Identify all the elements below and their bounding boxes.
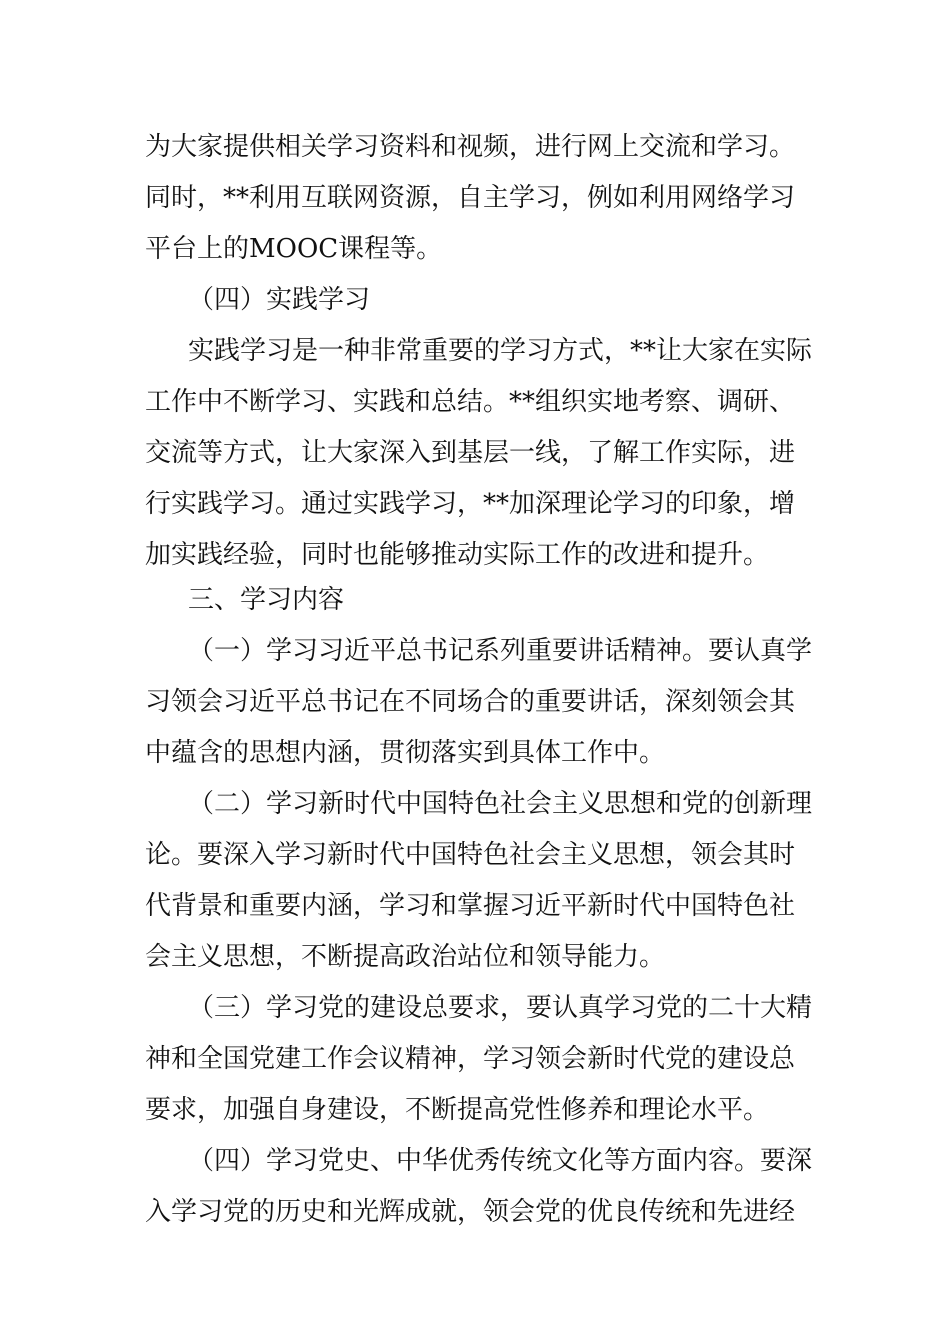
text-line: 同时，**利用互联网资源，自主学习，例如利用网络学习 <box>145 183 796 213</box>
text-line: 代背景和重要内涵，学习和掌握习近平新时代中国特色社 <box>145 891 796 921</box>
paragraph-start-line: （三）学习党的建设总要求，要认真学习党的二十大精 <box>188 993 813 1023</box>
text-line: 要求，加强自身建设，不断提高党性修养和理论水平。 <box>145 1095 770 1125</box>
text-line: 行实践学习。通过实践学习，**加深理论学习的印象，增 <box>145 489 796 519</box>
text-line: 为大家提供相关学习资料和视频，进行网上交流和学习。 <box>145 132 796 162</box>
text-line: 神和全国党建工作会议精神，学习领会新时代党的建设总 <box>145 1044 796 1074</box>
text-line: 交流等方式，让大家深入到基层一线，了解工作实际，进 <box>145 438 796 468</box>
text-line: 加实践经验，同时也能够推动实际工作的改进和提升。 <box>145 540 770 570</box>
text-line: 论。要深入学习新时代中国特色社会主义思想，领会其时 <box>145 840 796 870</box>
paragraph-start-line: 实践学习是一种非常重要的学习方式，**让大家在实际 <box>188 336 813 366</box>
paragraph-start-line: （二）学习新时代中国特色社会主义思想和党的创新理 <box>188 789 813 819</box>
text-line: 习领会习近平总书记在不同场合的重要讲话，深刻领会其 <box>145 687 796 717</box>
section-heading: （四）实践学习 <box>188 285 371 315</box>
section-heading: 三、学习内容 <box>188 585 345 615</box>
text-line: 会主义思想，不断提高政治站位和领导能力。 <box>145 942 666 972</box>
paragraph-start-line: （一）学习习近平总书记系列重要讲话精神。要认真学 <box>188 636 813 666</box>
text-line: 工作中不断学习、实践和总结。**组织实地考察、调研、 <box>145 387 796 417</box>
text-line: 入学习党的历史和光辉成就，领会党的优良传统和先进经 <box>145 1197 796 1227</box>
text-line: 中蕴含的思想内涵，贯彻落实到具体工作中。 <box>145 738 666 768</box>
paragraph-start-line: （四）学习党史、中华优秀传统文化等方面内容。要深 <box>188 1146 813 1176</box>
text-line: 平台上的MOOC课程等。 <box>145 234 443 264</box>
